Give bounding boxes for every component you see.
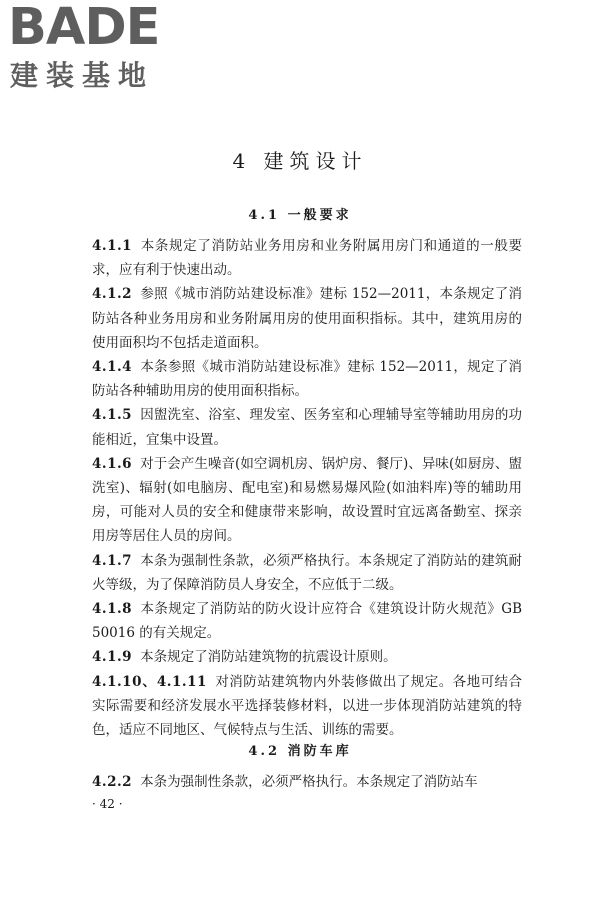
paragraph xyxy=(92,355,522,403)
clause-number: 4.1.7 xyxy=(92,552,133,569)
clause-number: 4.1.9 xyxy=(92,649,133,666)
clause-text: 对消防站建筑物内外装修做出了规定。各地可结合实际需要和经济发展水平选择装修材料，以进一步体现消防站建筑的特色，适应不同地区、气候特点与生活、训练的需要。 xyxy=(92,673,523,739)
clause-text: 本条参照《城市消防站建设标准》建标 152—2011，规定了消防站各种辅助用房的使用面积指标。 xyxy=(92,359,522,400)
clause-number: 4.1.4 xyxy=(92,359,133,376)
clause-text: 参照《城市消防站建设标准》建标 152—2011，本条规定了消防站各种业务用房和业务附属用房的使用面积指标。其中，建筑用房的使用面积均不包括走道面积。 xyxy=(92,286,522,351)
body-text-garage xyxy=(92,770,522,794)
paragraph xyxy=(92,770,522,794)
paragraph xyxy=(92,403,522,451)
paragraph xyxy=(92,645,522,669)
clause-text: 本条规定了消防站建筑物的抗震设计原则。 xyxy=(140,649,397,666)
paragraph xyxy=(92,282,522,355)
paragraph xyxy=(92,670,522,743)
paragraph xyxy=(92,597,522,645)
clause-number: 4.1.1 xyxy=(92,238,133,254)
chapter-title: 4 建筑设计 xyxy=(232,149,368,173)
page-number: · 42 · xyxy=(92,797,123,811)
clause-text: 本条为强制性条款，必须严格执行。本条规定了消防站的建筑耐火等级，为了保障消防员人身安全，不应低于二级。 xyxy=(92,552,522,593)
clause-number: 4.1.8 xyxy=(92,601,133,618)
logo-english: BADE xyxy=(8,0,160,57)
paragraph xyxy=(92,234,522,282)
section-heading-garage: 4.2 消防车库 xyxy=(248,744,352,759)
paragraph xyxy=(92,452,522,549)
bade-logo xyxy=(8,2,178,97)
clause-text: 因盥洗室、浴室、理发室、医务室和心理辅导室等辅助用房的功能相近，宜集中设置。 xyxy=(92,407,522,448)
clause-number: 4.1.5 xyxy=(92,407,133,424)
clause-text: 对于会产生噪音(如空调机房、锅炉房、餐厅)、异味(如厨房、盥洗室)、辐射(如电脑房、配电室)和易燃易爆风险(如油料库)等的辅助用房，可能对人员的安全和健康带来影响，故设置时宜远离备勤室、探亲用房等居住人员的房间。 xyxy=(92,455,522,545)
logo-chinese: 建装基地 xyxy=(10,59,155,92)
clause-text: 本条规定了消防站的防火设计应符合《建筑设计防火规范》GB 50016 的有关规定。 xyxy=(92,601,522,642)
clause-text: 本条规定了消防站业务用房和业务附属用房门和通道的一般要求，应有利于快速出动。 xyxy=(92,238,522,279)
clause-number: 4.1.2 xyxy=(92,286,133,303)
paragraph xyxy=(92,549,522,597)
clause-number: 4.2.2 xyxy=(92,774,133,790)
clause-text: 本条为强制性条款，必须严格执行。本条规定了消防站车 xyxy=(140,774,478,790)
clause-number: 4.1.6 xyxy=(92,455,133,472)
clause-number: 4.1.10、4.1.11 xyxy=(92,673,207,690)
section-heading-general: 4.1 一般要求 xyxy=(248,208,352,223)
body-text xyxy=(92,234,522,742)
